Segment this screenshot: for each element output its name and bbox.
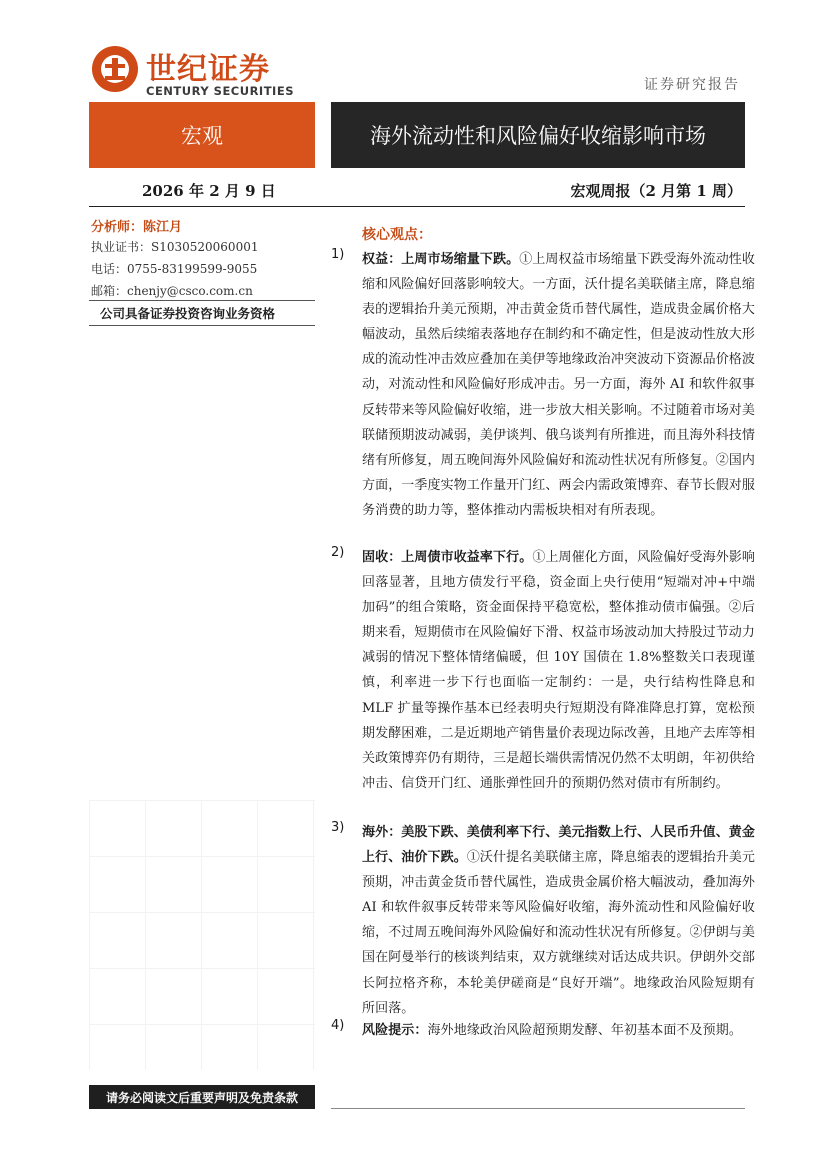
point-number: 3) <box>331 820 345 835</box>
analyst-phone: 电话：0755-83199599-9055 <box>91 262 258 276</box>
point-text: ①上周催化方面，风险偏好受海外影响回落显著，且地方债发行平稳，资金面上央行使用“短端对冲+中端加码”的组合策略，资金面保持平稳宽松，整体推动债市偏强。②后期来看，短期债市在风险偏好下滑、权益市场波动加大持股过节动力减弱的情况下整体情绪偏暖，但 10Y 国债在 1.8%整数关口表现谨慎，利率进一步下行也面临一定制约：一是，央行结构性降息和 MLF 扩量等操作基本已经表明央行短期没有降准降息打算，宽松预期发酵困难，二是近期地产销售量价表现边际改善，且地产去库等相关政策博弈仍有期待，三是超长端供需情况仍然不太明朗，年初供给冲击、信贷开门红、通胀弹性回升的预期仍然对债市有所制约。 <box>362 550 756 791</box>
point-number: 1) <box>331 247 345 262</box>
sector-band <box>89 102 315 168</box>
core-views-title: 核心观点： <box>362 227 432 243</box>
point-number: 2) <box>331 545 345 560</box>
sidebar-divider-bottom <box>89 325 315 326</box>
sector-label: 宏观 <box>181 124 223 148</box>
point-text: ①沃什提名美联储主席，降息缩表的逻辑抬升美元预期，冲击黄金货币替代属性，造成贵金属价格大幅波动，叠加海外 AI 和软件叙事反转带来等风险偏好收缩，海外流动性和风险偏好收缩，不过周五晚间海外风险偏好和流动性状况有所修复。②伊朗与美国在阿曼举行的核谈判结束，双方就继续对话达成共识。伊朗外交部长阿拉格齐称，本轮美伊磋商是“良好开端”。地缘政治风险短期有所回落。 <box>362 850 756 1016</box>
sidebar-divider-top <box>89 300 315 301</box>
disclaimer-text: 请务必阅读文后重要声明及免责条款 <box>105 1090 298 1105</box>
point-text: 海外地缘政治风险超预期发酵、年初基本面不及预期。 <box>427 1023 742 1038</box>
sidebar-watermark-grid <box>89 800 315 1070</box>
point-fixed-income <box>331 545 755 796</box>
footer-divider <box>331 1108 745 1109</box>
analyst-name: 分析师：陈江月 <box>91 220 183 235</box>
point-equity <box>331 247 755 523</box>
report-series: 宏观周报（2 月第 1 周） <box>570 182 742 200</box>
company-qualification: 公司具备证券投资咨询业务资格 <box>100 306 276 321</box>
point-heading: 海外：美股下跌、美债利率下行、美元指数上行、人民币升值、黄金上行、油价下跌。 <box>362 825 756 866</box>
report-date: 2026 年 2 月 9 日 <box>142 182 276 200</box>
point-overseas <box>331 820 755 1021</box>
point-number: 4) <box>331 1018 345 1033</box>
brand-name-cn: 世纪证券 <box>146 52 270 87</box>
disclaimer-notice <box>89 1085 315 1109</box>
company-logo <box>92 44 312 104</box>
point-heading: 风险提示： <box>362 1023 428 1038</box>
title-band <box>331 102 745 168</box>
analyst-license: 执业证书：S1030520060001 <box>91 240 259 254</box>
point-heading: 固收：上周债市收益率下行。 <box>362 550 533 565</box>
header-divider <box>89 206 745 207</box>
point-heading: 权益：上周市场缩量下跌。 <box>362 252 520 267</box>
report-type-label: 证券研究报告 <box>644 77 740 93</box>
brand-name-en: CENTURY SECURITIES <box>146 84 294 98</box>
point-risk <box>331 1018 755 1043</box>
report-title: 海外流动性和风险偏好收缩影响市场 <box>370 124 706 148</box>
analyst-email: 邮箱：chenjy@csco.com.cn <box>91 284 253 298</box>
logo-emblem-icon <box>92 46 138 92</box>
point-text: ①上周权益市场缩量下跌受海外流动性收缩和风险偏好回落影响较大。一方面，沃什提名美联储主席，降息缩表的逻辑抬升美元预期，冲击黄金货币替代属性，造成贵金属价格大幅波动，虽然后续缩表落地存在制约和不确定性，但是波动性放大形成的流动性冲击效应叠加在美伊等地缘政治冲突波动下资源品价格波动，对流动性和风险偏好形成冲击。另一方面，海外 AI 和软件叙事反转带来等风险偏好收缩，进一步放大相关影响。不过随着市场对美联储预期波动减弱，美伊谈判、俄乌谈判有所推进，而且海外科技情绪有所修复，周五晚间海外风险偏好和流动性状况有所修复。②国内方面，一季度实物工作量开门红、两会内需政策博弈、春节长假对服务消费的助力等，整体推动内需板块相对有所表现。 <box>362 252 756 518</box>
